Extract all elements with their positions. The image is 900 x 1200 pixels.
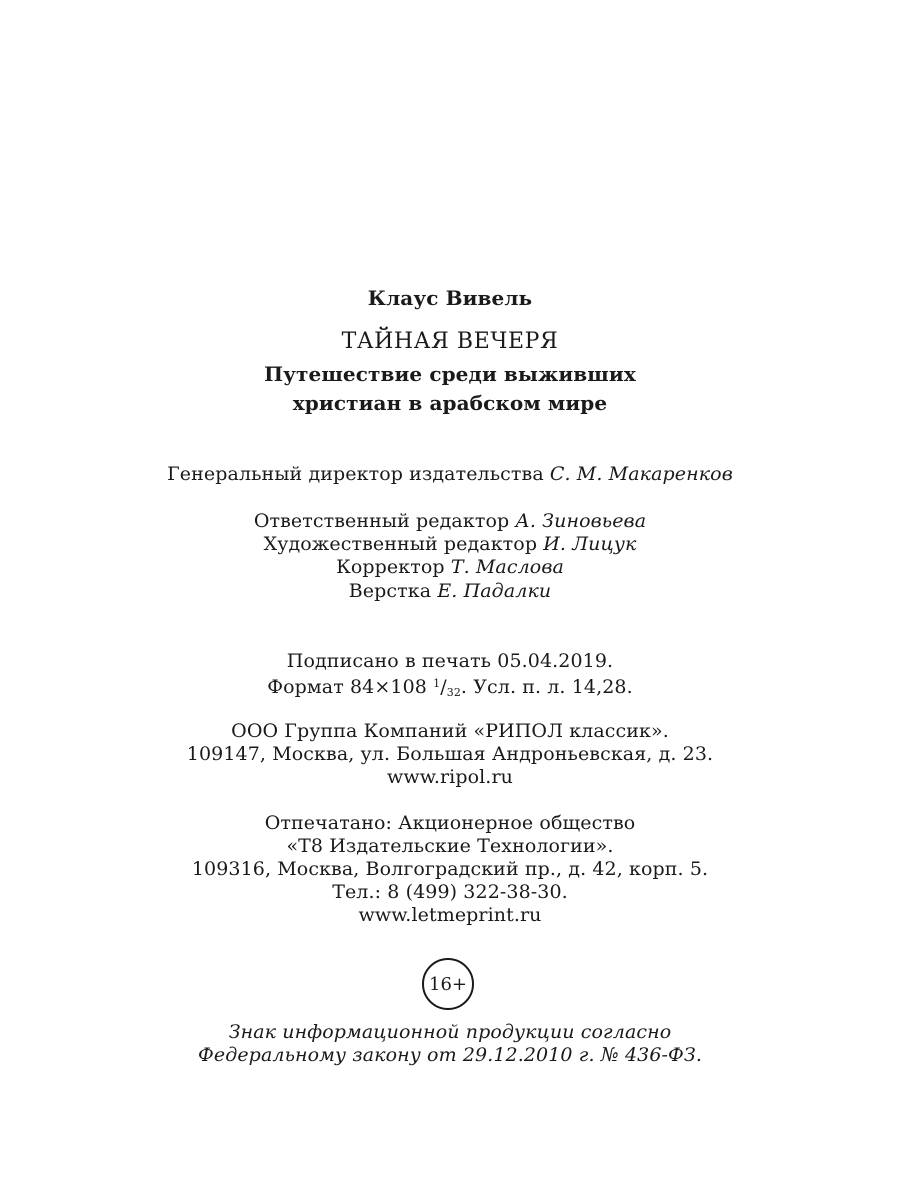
credit-person: И. Лицук: [543, 533, 637, 555]
publisher-address: 109147, Москва, ул. Большая Андроньевская, д. 23.: [186, 743, 714, 765]
book-subtitle-line-2: христиан в арабском мире: [292, 391, 608, 415]
credit-role: Ответственный редактор: [253, 510, 510, 532]
format-numerator: 1: [433, 677, 441, 690]
credit-director: [0, 462, 900, 486]
printer-label: Отпечатано: Акционерное общество: [264, 812, 636, 834]
publisher-website: www.ripol.ru: [387, 766, 513, 788]
printer-website: www.letmeprint.ru: [358, 904, 542, 926]
credit-role: Художественный редактор: [263, 533, 538, 555]
book-author: Клаус Вивель: [367, 286, 533, 310]
print-format: [0, 672, 900, 705]
credit-art-editor: [0, 532, 900, 556]
credit-role: Генеральный директор издательства: [167, 463, 544, 485]
age-rating-label: 16+: [429, 973, 467, 995]
age-rating-note-line-2: Федеральному закону от 29.12.2010 г. № 436-ФЗ.: [197, 1044, 702, 1066]
credit-person: С. М. Макаренков: [549, 463, 733, 485]
publisher-name: ООО Группа Компаний «РИПОЛ классик».: [231, 720, 669, 742]
credit-person: Т. Маслова: [450, 556, 564, 578]
printer-name: «Т8 Издательские Технологии».: [286, 835, 614, 857]
format-prefix: Формат 84×108: [267, 676, 427, 698]
printer-address: 109316, Москва, Волгоградский пр., д. 42, корп. 5.: [191, 858, 709, 880]
book-subtitle-line-1: Путешествие среди выживших: [264, 362, 636, 386]
format-slash: /: [440, 676, 447, 698]
format-suffix: . Усл. п. л. 14,28.: [460, 676, 633, 698]
credit-layout: [0, 579, 900, 603]
print-signed-date: Подписано в печать 05.04.2019.: [286, 650, 614, 672]
printer-phone: Тел.: 8 (499) 322-38-30.: [332, 881, 568, 903]
format-denominator: 32: [446, 686, 461, 699]
age-rating-badge: [422, 958, 474, 1010]
credit-role: Верстка: [348, 580, 432, 602]
credit-person: Е. Падалки: [437, 580, 552, 602]
credit-role: Корректор: [336, 556, 445, 578]
credit-editor: [0, 509, 900, 533]
credit-proofreader: [0, 555, 900, 579]
credit-person: А. Зиновьева: [515, 510, 647, 532]
book-title: ТАЙНАЯ ВЕЧЕРЯ: [341, 329, 559, 354]
age-rating-note-line-1: Знак информационной продукции согласно: [228, 1021, 672, 1043]
